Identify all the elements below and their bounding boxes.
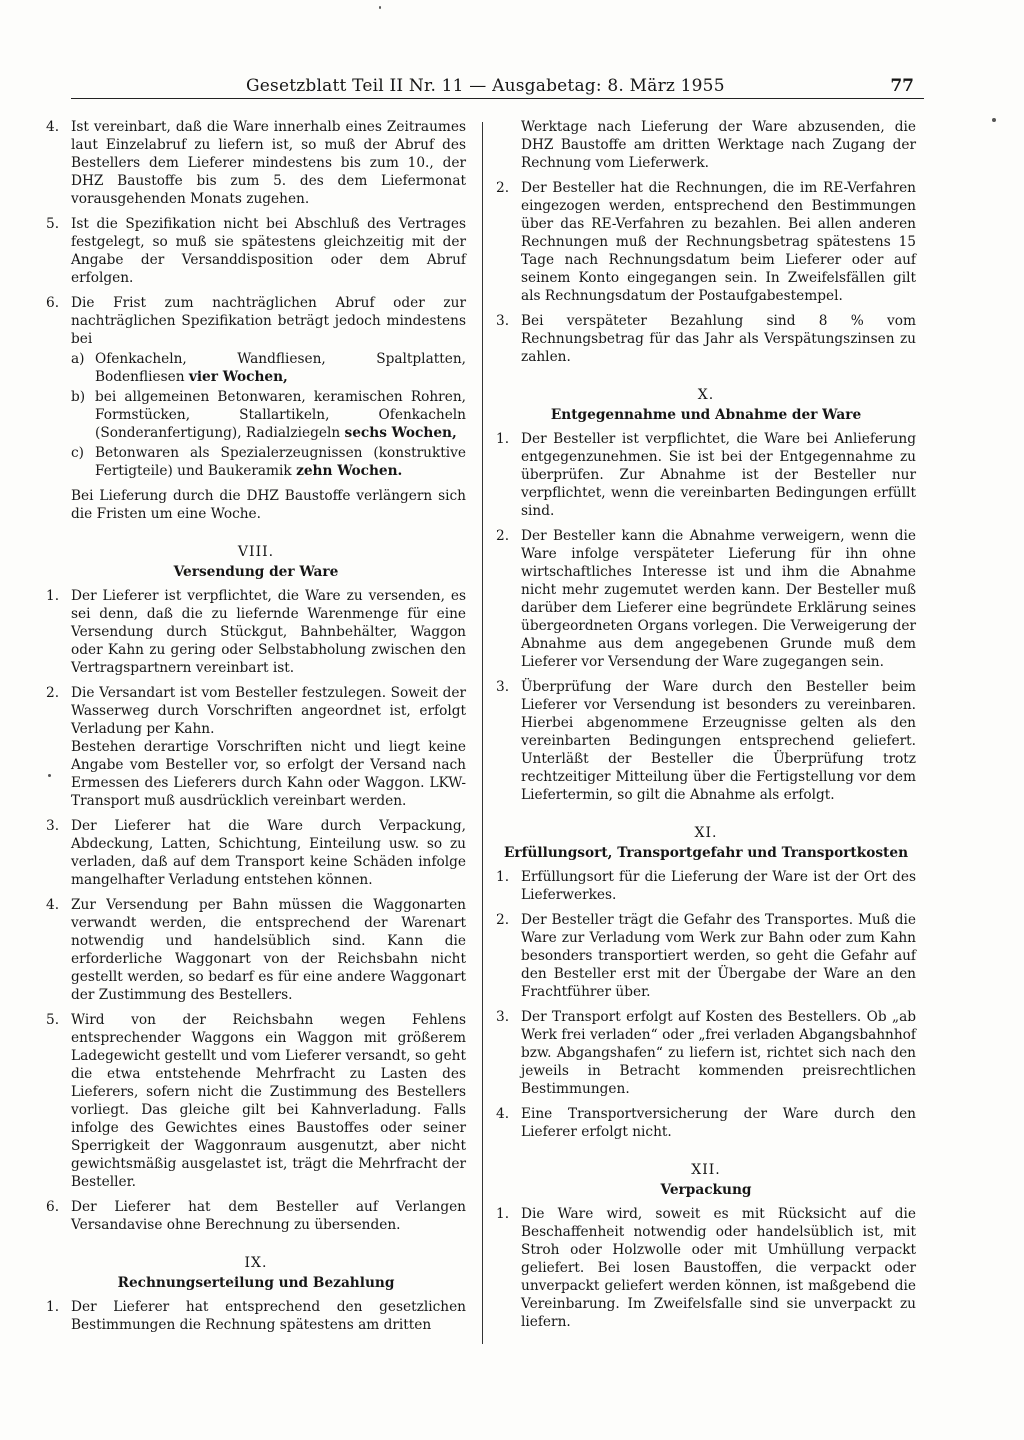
list-item xyxy=(496,430,916,520)
section-number: XI. xyxy=(694,825,718,841)
section-title: Versendung der Ware xyxy=(173,564,339,580)
item-number: 1. xyxy=(496,431,510,447)
list-item xyxy=(496,678,916,804)
sub-item xyxy=(71,444,466,480)
list-item xyxy=(46,1298,466,1334)
item-number: 6. xyxy=(46,295,60,311)
section-title: Rechnungserteilung und Bezahlung xyxy=(117,1275,395,1291)
sub-text: Betonwaren als Spezialerzeugnissen (konstruktive Fertigteile) und Baukeramik xyxy=(95,445,466,479)
sub-text: bei allgemeinen Betonwaren, keramischen Rohren, Formstücken, Stallartikeln, Ofenkacheln (Sonderanfertigung), Radialziegeln xyxy=(95,389,466,441)
right-column xyxy=(496,118,916,1338)
item-number: 1. xyxy=(46,1299,60,1315)
item-text: Der Lieferer hat dem Besteller auf Verlangen Versandavise ohne Berechnung zu übersenden. xyxy=(71,1199,466,1233)
item-text: Der Transport erfolgt auf Kosten des Bestellers. Ob „ab Werk frei verladen“ oder „frei verladen Abgangsbahnhof bzw. Abgangshafen“ zu liefern ist, richtet sich nach den jeweils in Betracht kommenden preisrechtlichen Bestimmungen. xyxy=(521,1009,916,1097)
sub-emphasis: vier Wochen, xyxy=(188,369,288,385)
left-column xyxy=(46,118,466,1341)
item-text: Eine Transportversicherung der Ware durch den Lieferer erfolgt nicht. xyxy=(521,1106,916,1140)
sub-item xyxy=(71,388,466,442)
scan-speck xyxy=(992,118,996,122)
list-item xyxy=(46,1198,466,1234)
scan-speck xyxy=(379,6,381,9)
item-text-continued: Bestehen derartige Vorschriften nicht und liegt keine Angabe vom Besteller vor, so erfolgt der Versand nach Ermessen des Lieferers durch Kahn oder Waggon. LKW-Transport muß ausdrücklich vereinbart werden. xyxy=(71,739,466,809)
item-text: Die Versandart ist vom Besteller festzulegen. Soweit der Wasserweg durch Vorschriften angeordnet ist, erfolgt Verladung per Kahn. xyxy=(71,685,466,737)
list-item xyxy=(46,817,466,889)
list-item xyxy=(46,1011,466,1191)
scan-speck xyxy=(48,774,51,777)
item-text: Der Lieferer hat entsprechend den gesetzlichen Bestimmungen die Rechnung spätestens am dritten xyxy=(71,1299,466,1333)
item-number: 3. xyxy=(46,818,60,834)
list-item xyxy=(496,527,916,671)
item-text: Die Ware wird, soweit es mit Rücksicht auf die Beschaffenheit notwendig oder handelsüblich ist, mit Stroh oder Holzwolle oder mit Umhüllung verpackt geliefert. Bei losen Baustoffen, die verpackt oder unverpackt geliefert werden können, ist maßgebend die Vereinbarung. Im Zweifelsfalle sind sie unverpackt zu liefern. xyxy=(521,1206,916,1330)
sub-label: b) xyxy=(71,389,86,405)
item-number: 4. xyxy=(46,119,60,135)
item-number: 3. xyxy=(496,313,510,329)
item-number: 1. xyxy=(46,588,60,604)
item-text: Zur Versendung per Bahn müssen die Waggonarten verwandt werden, die entsprechend der Warenart notwendig und handelsüblich sind. Kann die erforderliche Waggonart von der Reichsbahn nicht gestellt werden, so bedarf es für eine andere Waggonart der Zustimmung des Bestellers. xyxy=(71,897,466,1003)
paragraph: Bei Lieferung durch die DHZ Baustoffe verlängern sich die Fristen um eine Woche. xyxy=(71,488,466,522)
list-item xyxy=(496,868,916,904)
item-text: Wird von der Reichsbahn wegen Fehlens entsprechender Waggons ein Waggon mit größerem Ladegewicht gestellt und vom Lieferer versandt, so geht die etwa entstehende Mehrfracht zu Lasten des Lieferers, sofern nicht die Zustimmung des Bestellers vorliegt. Das gleiche gilt bei Kahnverladung. Falls infolge des Gewichtes eines Baustoffes oder seiner Sperrigkeit der Waggonraum ausgenutzt, aber nicht gewichtsmäßig ausgelastet ist, trägt die Mehrfracht der Besteller. xyxy=(71,1012,466,1190)
header-title: Gesetzblatt Teil II Nr. 11 — Ausgabetag: 8. März 1955 xyxy=(246,76,725,96)
section-number: X. xyxy=(697,387,715,403)
item-text: Ist die Spezifikation nicht bei Abschluß des Vertrages festgelegt, so muß sie spätestens gleichzeitig mit der Angabe der Versanddisposition oder dem Abruf erfolgen. xyxy=(71,216,466,286)
item-number: 4. xyxy=(46,897,60,913)
paragraph-continued: Werktage nach Lieferung der Ware abzusenden, die DHZ Baustoffe am dritten Werktage nach Zugang der Rechnung vom Lieferwerk. xyxy=(521,119,916,171)
section-title: Entgegennahme und Abnahme der Ware xyxy=(550,407,862,423)
item-text: Bei verspäteter Bezahlung sind 8 % vom Rechnungsbetrag für das Jahr als Verspätungszinsen zu zahlen. xyxy=(521,313,916,365)
item-number: 3. xyxy=(496,1009,510,1025)
section-title: Verpackung xyxy=(660,1182,752,1198)
item-number: 5. xyxy=(46,216,60,232)
item-text: Erfüllungsort für die Lieferung der Ware ist der Ort des Lieferwerkes. xyxy=(521,869,916,903)
list-item xyxy=(496,911,916,1001)
list-item xyxy=(46,896,466,1004)
item-number: 2. xyxy=(496,912,510,928)
list-item xyxy=(496,312,916,366)
list-item xyxy=(46,587,466,677)
sub-text: Ofenkacheln, Wandfliesen, Spaltplatten, Bodenfliesen xyxy=(95,351,466,385)
section-number: XII. xyxy=(691,1162,721,1178)
item-text: Überprüfung der Ware durch den Besteller beim Lieferer vor Versendung ist besonders zu vereinbaren. Hierbei abgenommene Erzeugnisse gelten als den vereinbarten Bedingungen entsprechend geliefert. Unterläßt der Besteller die Überprüfung trotz rechtzeitiger Mitteilung über die Fertigstellung vor dem Liefertermin, so gilt die Abnahme als erfolgt. xyxy=(521,679,916,803)
item-text: Der Besteller hat die Rechnungen, die im RE-Verfahren eingezogen werden, entsprechend den Bestimmungen über das RE-Verfahren zu bezahlen. Bei allen anderen Rechnungen muß der Rechnungsbetrag spätestens 15 Tage nach Rechnungsdatum beim Lieferer oder auf seinem Konto eingegangen sein. In Zweifelsfällen gilt als Rechnungsdatum der Postaufgabestempel. xyxy=(521,180,916,304)
sub-emphasis: zehn Wochen. xyxy=(296,463,403,479)
item-number: 1. xyxy=(496,1206,510,1222)
page-number: 77 xyxy=(890,76,914,96)
header-rule xyxy=(71,98,924,99)
section-number: VIII. xyxy=(237,544,275,560)
item-number: 5. xyxy=(46,1012,60,1028)
section-number: IX. xyxy=(244,1255,268,1271)
list-item xyxy=(46,118,466,208)
sub-label: a) xyxy=(71,351,85,367)
list-item xyxy=(496,1105,916,1141)
sub-emphasis: sechs Wochen, xyxy=(344,425,457,441)
item-number: 2. xyxy=(496,528,510,544)
list-item xyxy=(46,215,466,287)
column-divider xyxy=(482,122,483,1344)
sub-label: c) xyxy=(71,445,85,461)
item-text: Der Lieferer hat die Ware durch Verpackung, Abdeckung, Latten, Schichtung, Einteilung usw. so zu verladen, daß auf dem Transport keine Schäden infolge mangelhafter Verladung entstehen können. xyxy=(71,818,466,888)
list-item xyxy=(46,294,466,480)
item-number: 1. xyxy=(496,869,510,885)
item-text: Ist vereinbart, daß die Ware innerhalb eines Zeitraumes laut Einzelabruf zu liefern ist, so muß der Abruf des Bestellers dem Lieferer mindestens bis zum 10., der DHZ Baustoffe bis zum 5. des dem Liefermonat vorausgehenden Monats zugehen. xyxy=(71,119,466,207)
item-text: Der Besteller trägt die Gefahr des Transportes. Muß die Ware zur Verladung vom Werk zur Bahn oder zum Kahn besonders transportiert werden, so geht die Gefahr auf den Besteller erst mit der Übergabe der Ware an den Frachtführer über. xyxy=(521,912,916,1000)
item-text: Der Besteller ist verpflichtet, die Ware bei Anlieferung entgegenzunehmen. Sie ist bei der Entgegennahme zu überprüfen. Zur Abnahme ist der Besteller nur verpflichtet, wenn die vereinbarten Bedingungen erfüllt sind. xyxy=(521,431,916,519)
sub-item xyxy=(71,350,466,386)
item-number: 3. xyxy=(496,679,510,695)
item-number: 6. xyxy=(46,1199,60,1215)
list-item xyxy=(496,1008,916,1098)
item-number: 4. xyxy=(496,1106,510,1122)
list-item xyxy=(46,684,466,810)
section-title: Erfüllungsort, Transportgefahr und Transportkosten xyxy=(503,845,909,861)
item-number: 2. xyxy=(496,180,510,196)
item-text: Der Lieferer ist verpflichtet, die Ware zu versenden, es sei denn, daß die zu liefernde Warenmenge für eine Versendung durch Stückgut, Bahnbehälter, Waggon oder Kahn zu gering oder Selbstabholung zwischen den Vertragspartnern vereinbart ist. xyxy=(71,588,466,676)
list-item xyxy=(496,179,916,305)
list-item xyxy=(496,1205,916,1331)
item-number: 2. xyxy=(46,685,60,701)
item-text: Die Frist zum nachträglichen Abruf oder zur nachträglichen Spezifikation beträgt jedoch mindestens bei xyxy=(71,295,466,347)
item-text: Der Besteller kann die Abnahme verweigern, wenn die Ware infolge verspäteter Lieferung für ihn ohne wirtschaftliches Interesse ist und ihm die Abnahme nicht mehr zugemutet werden kann. Der Besteller muß darüber dem Lieferer eine begründete Erklärung seines übergeordneten Organs vorlegen. Die Verweigerung der Abnahme aus dem angegebenen Grunde muß dem Lieferer vor Versendung der Ware zugegangen sein. xyxy=(521,528,916,670)
